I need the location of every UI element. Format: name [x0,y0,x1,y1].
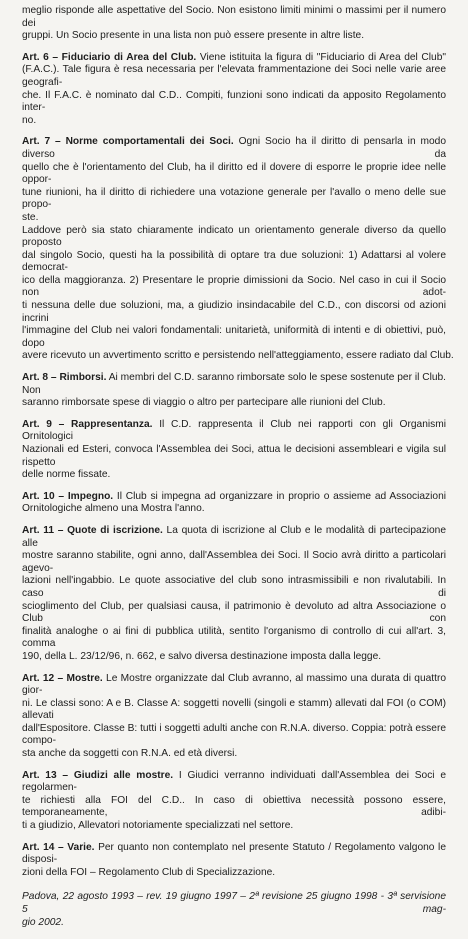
article-text: Ogni Socio ha il diritto di pensarla in modo diverso da [22,136,446,160]
text-line: finalità analoghe o ai fini di pubblica utilità, sentito l'organismo di controllo di cui all'art. 3, comma [22,625,446,650]
text-line [22,673,446,698]
text-line [22,419,446,444]
article-14 [22,842,446,880]
text-line: ico della maggioranza. 2) Presentare le proprie dimissioni da Socio. Nel caso in cui il Socio non adot- [22,274,446,299]
text-line: avere ricevuto un avvertimento scritto e persistendo nell'atteggiamento, essere radiato dal Club. [22,350,454,362]
text-line: Laddove però sia stato chiaramente indicato un orientamento generale diverso da quello proposto [22,224,446,249]
text-line: (F.A.C.). Tale figura è resa necessaria per l'elevata frammentazione dei Soci nelle varie aree geografi- [22,64,446,88]
text-line: ti a giudizio, Allevatori notoriamente specializzati nel settore. [22,820,294,832]
text-line: meglio risponde alle aspettative del Socio. Non esistono limiti minimi o massimi per il numero dei [22,5,446,29]
text-line [22,842,446,867]
text-line: che. Il F.A.C. è nominato dal C.D.. Compiti, funzioni sono indicati da apposito Regolamento inter- [22,89,446,114]
article-8 [22,372,446,410]
article-11 [22,525,446,664]
article-heading: Art. 8 – Rimborsi. [22,372,107,384]
text-line: Ornitologiche almeno una Mostra l'anno. [22,503,205,515]
text-line: ti nessuna delle due soluzioni, ma, a giudizio insindacabile del C.D., con discorsi od azioni incrini [22,300,446,324]
article-heading: Art. 6 – Fiduciario di Area del Club. [22,51,197,63]
article-text: Per quanto non contemplato nel presente Statuto / Regolamento valgono le disposi- [22,841,446,866]
text-line [22,372,446,397]
article-text: Il Club si impegna ad organizzare in proprio o assieme ad Associazioni [113,490,446,502]
text-line: te richiesti alla FOI del C.D.. In caso di obiettiva necessità possono essere, temporaneamente, adibi- [22,794,446,819]
document-page [22,5,454,939]
text-line [22,770,446,795]
article-heading: Art. 13 – Giudizi alle mostre. [22,769,174,781]
article-text: I Giudici verranno individuati dall'Assemblea dei Soci e regolarmen- [22,769,447,794]
article-7 [22,136,454,363]
text-line: Nazionali ed Esteri, convoca l'Assemblea dei Soci, attua le decisioni assembleari e vigila sul rispetto [22,444,446,468]
article-6 [22,52,446,128]
text-line: quello che è l'orientamento del Club, ha il diritto ed il dovere di esporre le proprie idee nelle oppor- [22,161,446,186]
text-line [22,525,446,550]
text-line: delle norme fissate. [22,469,111,481]
text-line: gruppi. Un Socio presente in una lista non può essere presente in altre liste. [22,30,365,42]
article-12 [22,673,446,761]
text-line: mostre saranno stabilite, ogni anno, dall'Assemblea dei Soci. Il Socio avrà diritto a particolari agevo- [22,550,446,574]
text-line: no. [22,114,37,126]
article-text: La quota di iscrizione al Club e le modalità di partecipazione alle [22,524,447,549]
text-line: tune riunioni, ha il diritto di richiedere una votazione generale per l'avallo o meno delle sue propo- [22,186,446,211]
article-text: Viene istituita la figura di "Fiduciario di Area del Club" [196,51,446,63]
text-line: sta anche da soggetti con R.N.A. ed età diversi. [22,748,238,760]
text-line: scioglimento del Club, per qualsiasi causa, il patrimonio è devoluto ad altra Associazione o Club con [22,600,446,625]
article-10 [22,491,446,516]
text-line: dal singolo Socio, questi ha la possibilità di optare tra due soluzioni: 1) Adattarsi al volere democrat- [22,249,446,274]
article-text: Le Mostre organizzate dal Club avranno, al massimo una durata di quattro gior- [22,672,446,697]
text-line: 190, della L. 23/12/96, n. 662, e salvo diversa destinazione imposta dalla legge. [22,650,382,662]
article-heading: Art. 9 – Rappresentanza. [22,418,153,430]
article-heading: Art. 14 – Varie. [22,841,95,853]
text-line: ni. Le classi sono: A e B. Classe A: soggetti novelli (singoli e stamm) allevati dal FOI (o COM) allevati [22,697,446,722]
text-line: ste. [22,211,39,223]
revision-footer [22,891,446,929]
article-text: Ai membri del C.D. saranno rimborsate solo le spese sostenute per il Club. Non [22,372,447,396]
article-heading: Art. 11 – Quote di iscrizione. [22,524,163,536]
text-line [22,136,446,161]
article-13 [22,770,446,833]
text-line [22,491,446,504]
article-text: Il C.D. rappresenta il Club nei rapporti con gli Organismi Ornitologici [22,418,446,443]
text-line [22,52,446,65]
text-line: lazioni nell'ingabbio. Le quote associative del club sono intrasmissibili e non rivalutabili. In caso di [22,575,446,599]
article-heading: Art. 7 – Norme comportamentali dei Soci. [22,136,234,148]
text-line: saranno rimborsate spese di viaggio o altro per partecipare alle riunioni del Club. [22,397,386,409]
text-line: dall'Espositore. Classe B: tutti i soggetti adulti anche con R.N.A. diverso. Coppia: potrà essere compo- [22,722,446,747]
text-line: l'immagine del Club nei valori fondamentali: unitarietà, uniformità di intenti e di obiettivi, può, dopo [22,325,446,349]
article-heading: Art. 12 – Mostre. [22,672,103,684]
intro-paragraph [22,5,446,43]
text-line: gio 2002. [22,916,64,928]
article-9 [22,419,446,482]
article-heading: Art. 10 – Impegno. [22,490,114,502]
text-line: zioni della FOI – Regolamento Club di Specializzazione. [22,866,276,878]
text-line: Padova, 22 agosto 1993 – rev. 19 giugno 1997 – 2ª revisione 25 giugno 1998 - 3ª servisione 5 mag- [22,891,446,915]
